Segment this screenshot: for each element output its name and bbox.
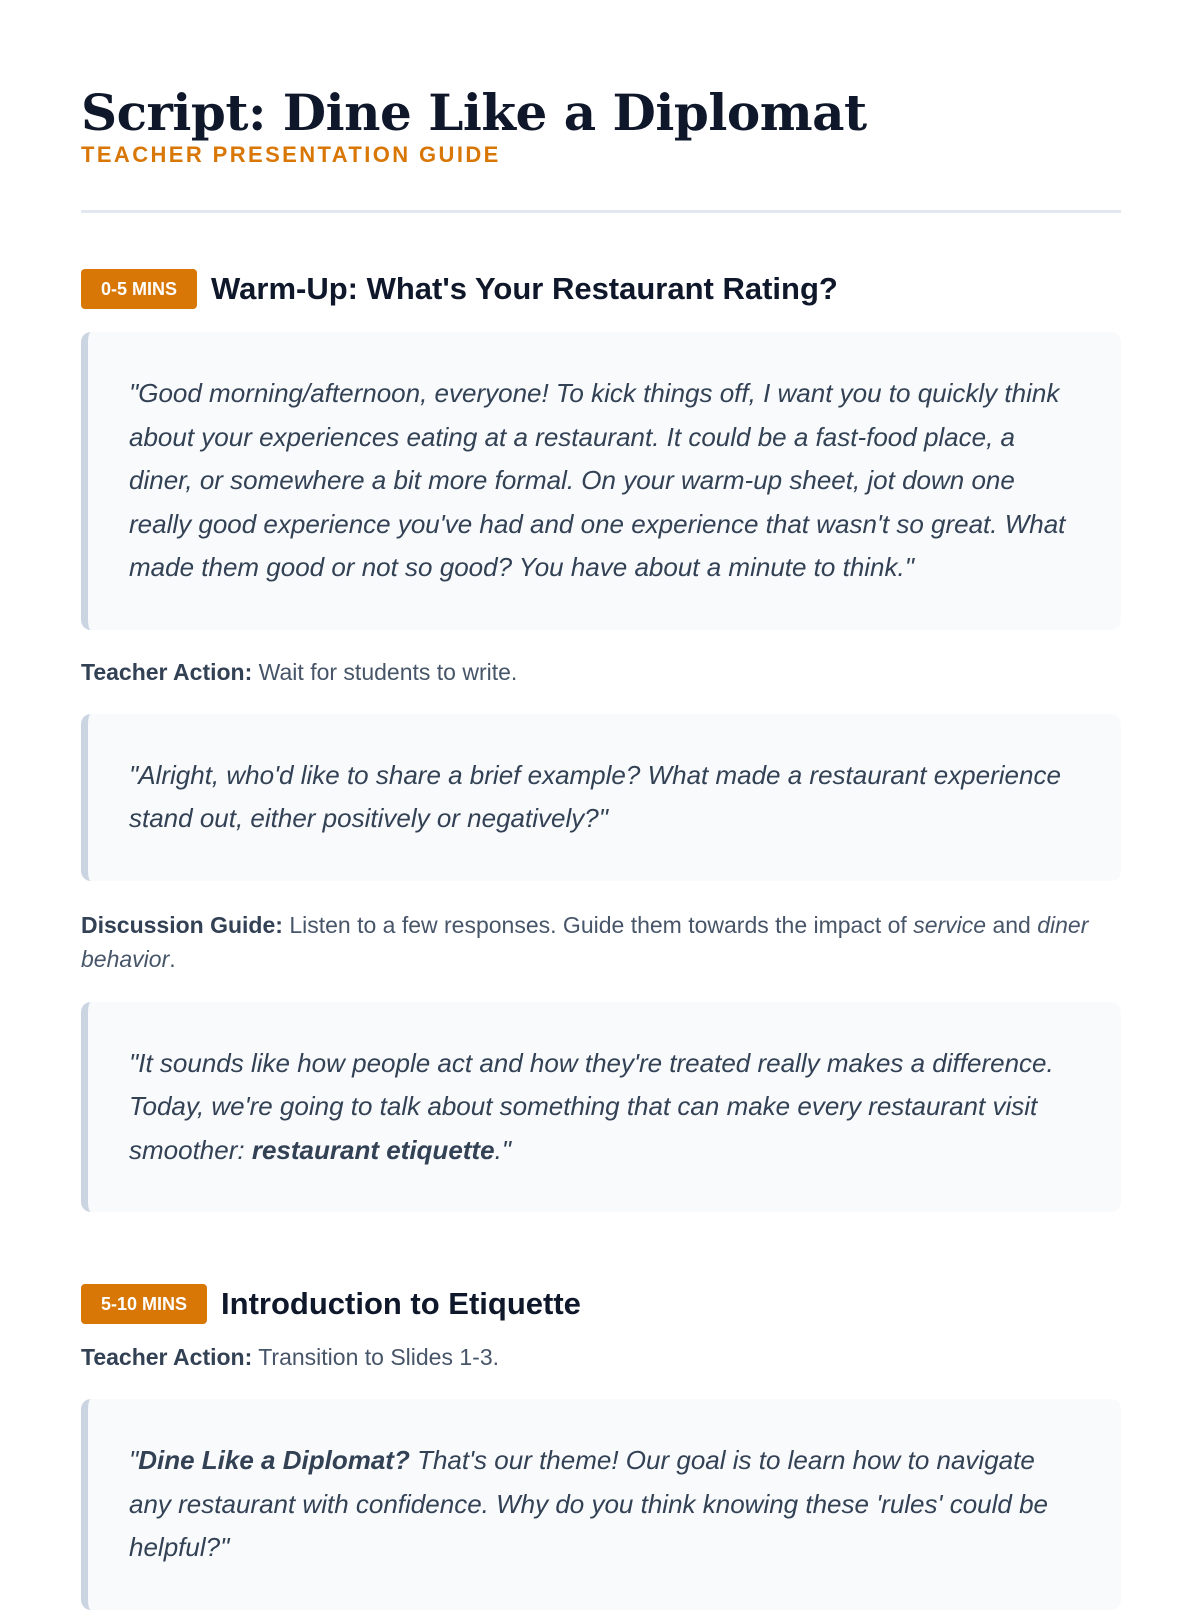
discussion-guide-note (81, 908, 1121, 976)
teacher-action-note (81, 655, 1121, 689)
quote-text: " (129, 1445, 139, 1475)
note-emphasis: service (913, 911, 987, 938)
note-text: Wait for students to write. (252, 658, 518, 685)
note-label: Discussion Guide: (81, 911, 283, 938)
script-quote (81, 1002, 1121, 1213)
script-quote: "Alright, who'd like to share a brief example? What made a restaurant experience stand out, either positively or negatively?" (81, 714, 1121, 881)
note-text: . (169, 945, 176, 972)
note-text: and (986, 911, 1038, 938)
script-quote: "Good morning/afternoon, everyone! To kick things off, I want you to quickly think about your experiences eating at a restaurant. It could be a fast-food place, a diner, or somewhere a bit more formal. On your warm-up sheet, jot down one really good experience you've had and one experience that wasn't so great. What made them good or not so good? You have about a minute to think." (81, 332, 1121, 630)
section-warm-up (81, 269, 1119, 1212)
document-header (81, 84, 1119, 213)
section-title: Introduction to Etiquette (221, 1286, 581, 1321)
quote-text: ." (494, 1134, 512, 1165)
note-label: Teacher Action: (81, 658, 253, 685)
section-introduction (81, 1284, 1119, 1610)
document-title: Script: Dine Like a Diplomat (81, 83, 867, 142)
time-badge: 5-10 MINS (81, 1284, 207, 1324)
note-text: Transition to Slides 1-3. (252, 1344, 499, 1370)
time-badge: 0-5 MINS (81, 269, 197, 309)
quote-emphasis: restaurant etiquette (251, 1134, 495, 1165)
note-emphasis: diner behavior (81, 911, 1089, 972)
title-divider (81, 210, 1121, 213)
teacher-action-note (81, 1340, 1121, 1374)
note-label: Teacher Action: (81, 1344, 253, 1370)
quote-text: That's our theme! Our goal is to learn how to navigate any restaurant with confidence. Why do you think knowing these 'rules' could be helpful?" (129, 1445, 1049, 1562)
document-subtitle: TEACHER PRESENTATION GUIDE (81, 142, 501, 167)
note-text: Listen to a few responses. Guide them towards the impact of (282, 911, 914, 938)
quote-text: "It sounds like how people act and how they're treated really makes a difference. Today, we're going to talk about something that can make every restaurant visit smoother: (129, 1047, 1054, 1165)
script-quote (81, 1399, 1121, 1610)
quote-emphasis: Dine Like a Diplomat? (138, 1445, 410, 1475)
section-heading (81, 269, 1119, 309)
section-heading (81, 1284, 1119, 1324)
section-title: Warm-Up: What's Your Restaurant Rating? (211, 271, 838, 306)
